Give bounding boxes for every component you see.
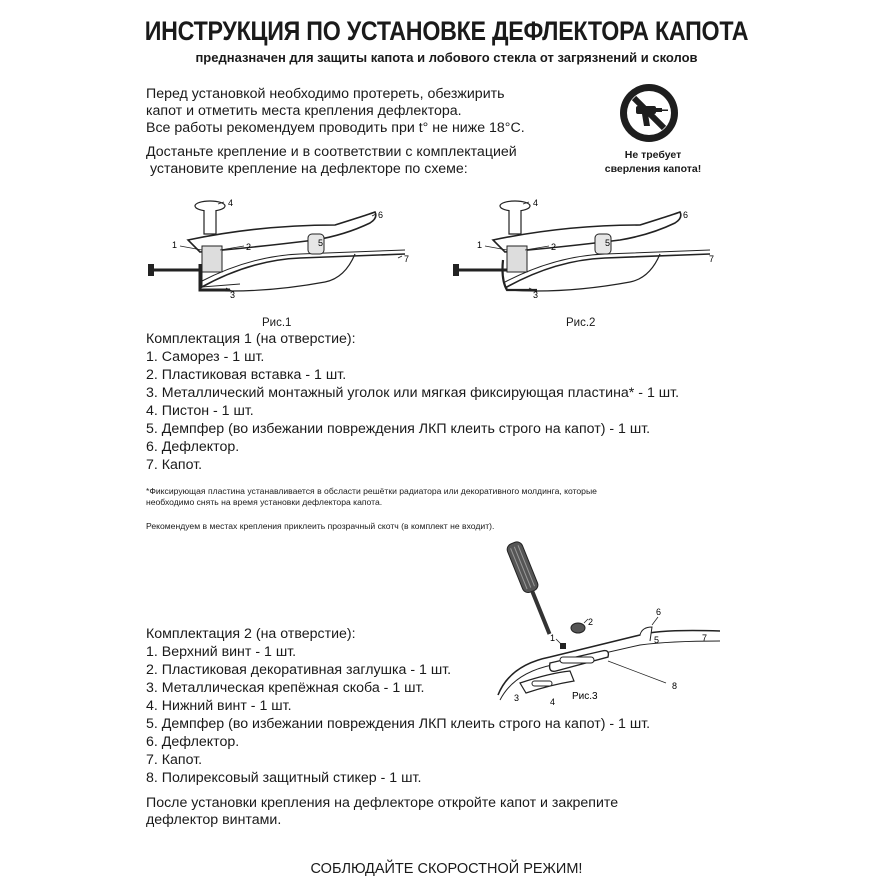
- label-5: 5: [605, 238, 611, 248]
- no-drill-line1: Не требует: [624, 149, 682, 161]
- label-7: 7: [702, 633, 708, 643]
- figure-1-diagram: [140, 190, 430, 308]
- intro-line: Перед установкой необходимо протереть, обезжирить: [146, 86, 505, 102]
- figure-2-svg: [445, 190, 735, 308]
- page-subtitle: предназначен для защиты капота и лобового стекла от загрязнений и сколов: [195, 50, 698, 65]
- label-3: 3: [514, 693, 520, 703]
- list-item: 7. Капот.: [146, 457, 203, 473]
- intro-line: Все работы рекомендуем проводить при t° не ниже 18°С.: [146, 120, 525, 136]
- label-7: 7: [404, 254, 410, 264]
- list-item: 1. Верхний винт - 1 шт.: [146, 644, 297, 660]
- list-item: 3. Металлический монтажный уголок или мягкая фиксирующая пластина* - 1 шт.: [146, 385, 680, 401]
- label-4: 4: [533, 198, 539, 208]
- label-6: 6: [683, 210, 689, 220]
- label-3: 3: [533, 290, 539, 300]
- page-title: ИНСТРУКЦИЯ ПО УСТАНОВКЕ ДЕФЛЕКТОРА КАПОТА: [144, 16, 749, 46]
- list-item: 6. Дефлектор.: [146, 734, 240, 750]
- intro-paragraph: [146, 86, 525, 137]
- figure-3-caption: Рис.3: [572, 691, 598, 702]
- list-item: 4. Нижний винт - 1 шт.: [146, 698, 292, 714]
- footnote-line: необходимо снять на время установки дефлектора капота.: [146, 497, 383, 507]
- intro-line: капот и отметить места крепления дефлектора.: [146, 103, 462, 119]
- list-item: 8. Полирексовый защитный стикер - 1 шт.: [146, 770, 422, 786]
- scheme-paragraph: [146, 144, 517, 178]
- kit-1-heading: Комплектация 1 (на отверстие):: [146, 331, 356, 347]
- label-8: 8: [672, 681, 678, 691]
- scheme-line: Достаньте крепление и в соответствии с комплектацией: [146, 144, 517, 160]
- final-instruction: [146, 795, 618, 829]
- label-6: 6: [378, 210, 384, 220]
- list-item: 2. Пластиковая вставка - 1 шт.: [146, 367, 347, 383]
- no-drill-line2: сверления капота!: [604, 163, 702, 175]
- list-item: 6. Дефлектор.: [146, 439, 240, 455]
- final-line: После установки крепления на дефлекторе откройте капот и закрепите: [146, 795, 619, 811]
- label-4: 4: [550, 697, 556, 707]
- kit-2-heading: Комплектация 2 (на отверстие):: [146, 626, 356, 642]
- no-drill-icon: [618, 82, 680, 144]
- final-line: дефлектор винтами.: [146, 812, 282, 828]
- list-item: 4. Пистон - 1 шт.: [146, 403, 254, 419]
- list-item: 5. Демпфер (во избежании повреждения ЛКП клеить строго на капот) - 1 шт.: [146, 421, 651, 437]
- footnote: [146, 486, 597, 508]
- figure-1-caption: Рис.1: [262, 317, 292, 329]
- list-item: 2. Пластиковая декоративная заглушка - 1 шт.: [146, 662, 452, 678]
- figure-2-diagram: [445, 190, 735, 308]
- tape-note: Рекомендуем в местах крепления приклеить прозрачный скотч (в комплект не входит).: [146, 521, 495, 531]
- label-2: 2: [246, 242, 252, 252]
- list-item: 3. Металлическая крепёжная скоба - 1 шт.: [146, 680, 425, 696]
- label-3: 3: [230, 290, 236, 300]
- no-drill-note: [592, 148, 714, 176]
- label-1: 1: [550, 633, 556, 643]
- kit-1-list: [146, 330, 679, 474]
- label-7: 7: [709, 254, 715, 264]
- list-item: 1. Саморез - 1 шт.: [146, 349, 265, 365]
- list-item: 7. Капот.: [146, 752, 203, 768]
- label-5: 5: [654, 635, 660, 645]
- label-5: 5: [318, 238, 324, 248]
- label-4: 4: [228, 198, 234, 208]
- footer-warning: СОБЛЮДАЙТЕ СКОРОСТНОЙ РЕЖИМ!: [310, 861, 583, 877]
- label-2: 2: [588, 617, 594, 627]
- footnote-line: *Фиксирующая пластина устанавливается в обсласти решётки радиатора или декоративного молдинга, которые: [146, 486, 597, 496]
- label-1: 1: [172, 240, 178, 250]
- figure-2-caption: Рис.2: [566, 317, 596, 329]
- scheme-line: установите крепление на дефлекторе по схеме:: [150, 161, 468, 177]
- kit-2-list: [146, 625, 650, 787]
- label-2: 2: [551, 242, 557, 252]
- figure-1-svg: [140, 190, 430, 308]
- label-1: 1: [477, 240, 483, 250]
- label-6: 6: [656, 607, 662, 617]
- list-item: 5. Демпфер (во избежании повреждения ЛКП клеить строго на капот) - 1 шт.: [146, 716, 651, 732]
